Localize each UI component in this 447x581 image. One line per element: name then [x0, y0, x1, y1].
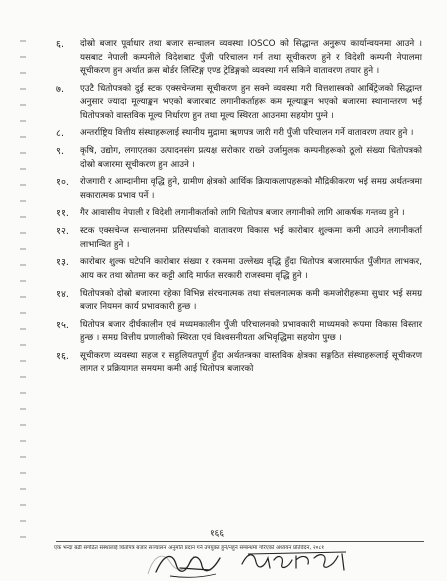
item-number: १२.	[56, 226, 69, 238]
list-item	[56, 288, 422, 315]
item-number: १४.	[56, 288, 69, 300]
item-text: धितोपत्रको दोस्रो बजारमा रहेका विभिन्न संरचनात्मक तथा संचलनात्मक कमी कमजोरीहरूमा सुधार भई समग्र बजार नियमन कार्य प्रभावकारी हुन्छ ।	[80, 288, 422, 312]
item-text: धितोपत्र बजार दीर्घकालीन एवं मध्यमकालीन पुँजी परिचालनको प्रभावकारी माध्यमको रूपमा विकास विस्तार हुन्छ । समग्र वित्तीय प्रणालीको स्थिरता एवं विश्वसनीयता अभिवृद्धिमा सहयोग पुग्छ ।	[80, 319, 422, 344]
page-number: १६६	[210, 529, 225, 539]
item-text: सूचीकरण व्यवस्था सहज र सहुलियतपूर्ण हुँदा अर्थतन्त्रका वास्तविक क्षेत्रका सङ्गठित संस्थाहरूलाई सूचीकरण लागत र प्रक्रियागत समयमा कमी आई धितोपत्र बजारको	[80, 350, 422, 375]
list-item	[56, 38, 422, 79]
item-number: ७.	[56, 83, 64, 95]
item-text: एउटै धितोपत्रको दुई स्टक एक्सचेन्जमा सूचीकरण हुन सक्ने व्यवस्था गरी वित्तशास्त्रको आर्बिट्रेजको सिद्धान्त अनुसार ज्यादा मूल्याङ्कन भएको बजारबाट लगानीकर्ताहरू कम मूल्याङ्कन भएको बजारमा स्थानान्तरण भई धितोपत्रको वास्तविक मूल्य निर्धारण हुन तथा मूल्य स्थिरता आउनमा सहयोग पुग्ने ।	[80, 83, 422, 121]
item-number: १६.	[56, 350, 69, 362]
item-text: रोजगारी र आम्दानीमा वृद्धि हुने, ग्रामीण क्षेत्रको आर्थिक क्रियाकलापहरूको मौद्रिकीकरण भई समग्र अर्थतन्त्रमा सकारात्मक प्रभाव पर्ने ।	[80, 177, 422, 201]
item-number: १०.	[56, 177, 69, 189]
list-item	[56, 176, 422, 203]
item-text: कारोबार शुल्क घटेपनि कारोबार संख्या र रकममा उल्लेख्य वृद्धि हुँदा धितोपत्र बजारमार्फत पुँजीगत लाभकर, आय कर तथा स्रोतमा कर कट्टी आदि मार्फत सरकारी राजस्वमा वृद्धि हुने ।	[80, 257, 422, 281]
list-item	[56, 145, 422, 172]
item-number: ११.	[56, 208, 69, 220]
footer-note: एक भन्दा बढी संगठित संस्थालाई धितोपत्र बजार सञ्चालन अनुमति प्रदान गर्न उपयुक्त हुने/नहुने सम्बन्धमा गरिएको अध्ययन प्रतिवेदन, २०८१	[54, 545, 325, 551]
footer-divider	[56, 541, 424, 542]
item-number: १५.	[56, 319, 69, 331]
handwritten-signature	[238, 548, 358, 576]
list-item	[56, 319, 422, 346]
item-text: अन्तर्राष्ट्रिय वित्तीय संस्थाहरूलाई स्थानीय मुद्रामा ऋणपत्र जारी गरी पुँजी परिचालन गर्ने वातावरण तयार हुने ।	[80, 128, 414, 139]
item-text: दोस्रो बजार पूर्वाधार तथा बजार सन्चालन व्यवस्था IOSCO को सिद्धान्त अनुरूप कार्यान्वयनमा आउने । यसबाट नेपाली कम्पनीले विदेशबाट पुँजी परिचालन गर्न तथा सूचीकरण हुने र विदेशी कम्पनी नेपालमा सूचीकरण हुन अर्थात क्रस बोर्डर लिस्टिङ्ग एण्ड ट्रेडिङ्गको व्यवस्था गर्न सकिने वातावरण तयार हुने ।	[80, 39, 422, 76]
list-item	[56, 83, 422, 124]
item-number: ८.	[56, 128, 64, 140]
list-item	[56, 256, 422, 283]
item-text: स्टक एक्सचेन्ज सन्चालनमा प्रतिस्पर्धाको वातावरण विकास भई कारोबार शुल्कमा कमी आउने लगानीकर्ता लाभान्वित हुने ।	[80, 226, 422, 250]
item-text: कृषि, उद्योग, लगाएतका उत्पादनसंग प्रत्यक्ष सरोकार राख्ने उर्जामुलक कम्पनीहरूको ठूलो संख्या धितोपत्रको दोस्रो बजारमा सूचीकरण हुन आउने ।	[80, 146, 422, 170]
binding-edge-marks	[20, 40, 26, 540]
item-number: ९.	[56, 146, 64, 158]
list-item	[56, 207, 422, 221]
list-item	[56, 350, 422, 377]
handwritten-signature	[150, 548, 230, 580]
item-text: गैर आवासीय नेपाली र विदेशी लगानीकर्ताको लागि धितोपत्र बजार लगानीको लागि आकर्षक गन्तव्य हुने ।	[80, 208, 405, 219]
list-item	[56, 225, 422, 252]
list-item	[56, 127, 422, 141]
numbered-list	[56, 38, 422, 381]
item-number: १३.	[56, 257, 69, 269]
item-number: ६.	[56, 39, 64, 50]
